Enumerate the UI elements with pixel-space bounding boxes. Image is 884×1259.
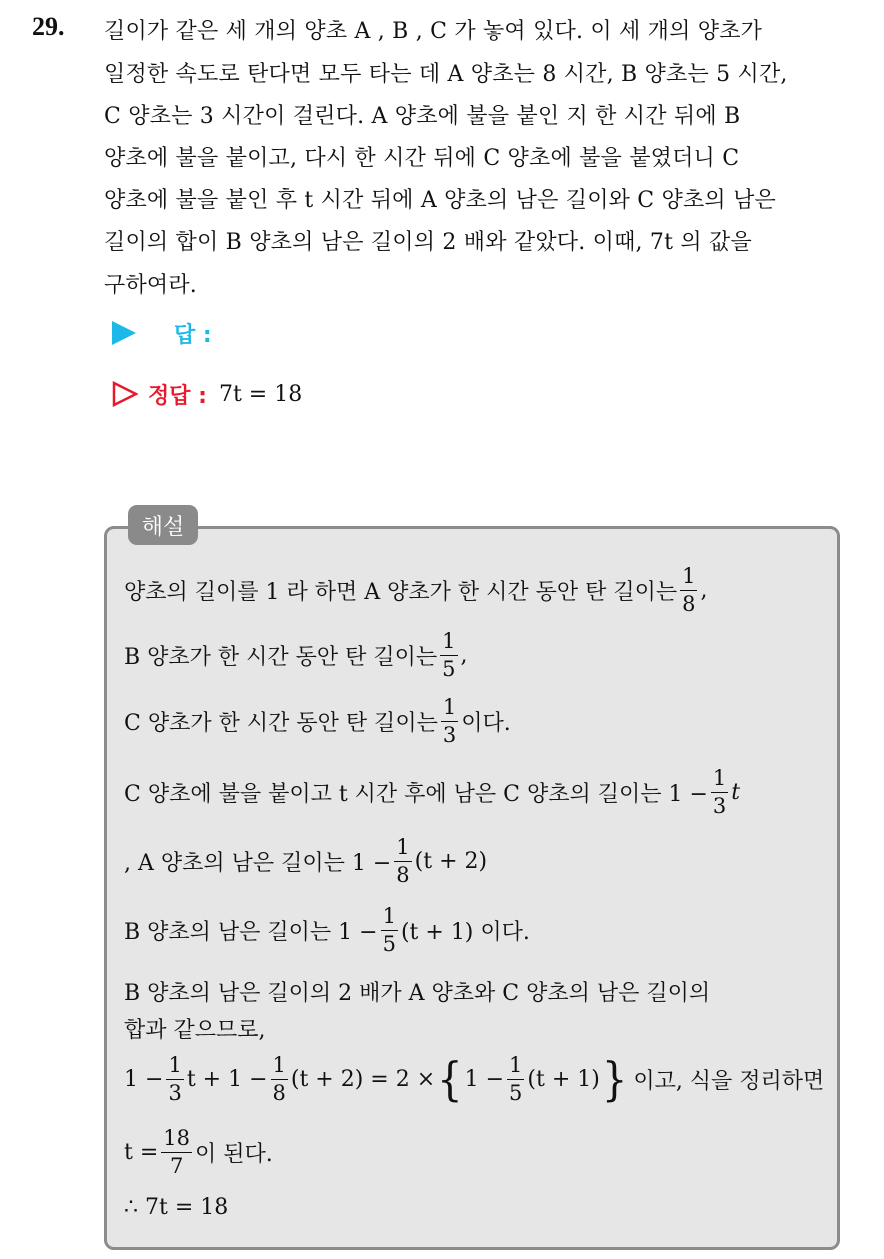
question-line: 구하여라. [104,273,198,298]
outline-arrow-icon [112,381,138,407]
question-line: 양초에 불을 붙이고, 다시 한 시간 뒤에 C 양초에 불을 붙였더니 C [104,146,740,171]
question-line: 일정한 속도로 탄다면 모두 타는 데 A 양초는 8 시간, B 양초는 5 시간, [104,62,788,87]
solution-conclusion: ∴ 7t = 18 [124,1195,229,1220]
solution-line: B 양초가 한 시간 동안 탄 길이는 $\frac{1}{5}$ , [124,629,468,681]
solution-line: 양초의 길이를 1 라 하면 A 양초가 한 시간 동안 탄 길이는 $\frac{1}{8}$ , [124,564,708,616]
question-line: 길이의 합이 B 양초의 남은 길이의 2 배와 같았다. 이때, 7t 의 값을 [104,230,752,255]
solution-line: B 양초의 남은 길이는 1 − $\frac{1}{5}$ (t + 1) 이다. [124,904,530,956]
solution-line: 합과 같으므로, [124,1018,266,1043]
correct-answer-row [112,374,302,414]
solution-equation: 1 − $\frac{1}{3}$ t + 1 − $\frac{1}{8}$ (t + 2) = 2 × { 1 − $\frac{1}{5}$ (t + 1) } 이고, 식을 정리하면 [124,1053,825,1106]
solution-line: B 양초의 남은 길이의 2 배가 A 양초와 C 양초의 남은 길이의 [124,981,711,1006]
question-line: C 양초는 3 시간이 걸린다. A 양초에 불을 붙인 지 한 시간 뒤에 B [104,104,741,129]
question-line: 길이가 같은 세 개의 양초 A , B , C 가 놓여 있다. 이 세 개의 양초가 [104,19,763,44]
solution-tab: 해설 [128,505,198,545]
question-line: 양초에 불을 붙인 후 t 시간 뒤에 A 양초의 남은 길이와 C 양초의 남은 [104,188,776,213]
solution-line: t = $\frac{18}{7}$ 이 된다. [124,1126,273,1178]
correct-answer-label: 정답 : [148,383,207,409]
play-arrow-icon [112,321,136,345]
correct-answer-value: 7t = 18 [218,381,303,407]
solution-line: , A 양초의 남은 길이는 1 − $\frac{1}{8}$ (t + 2) [124,835,488,887]
solution-line: C 양초에 불을 붙이고 t 시간 후에 남은 C 양초의 길이는 1 − $\frac{1}{3}$ t [124,766,741,818]
answer-row [112,313,212,353]
answer-label: 답 : [174,322,212,348]
question-number: 29. [32,12,65,41]
solution-line: C 양초가 한 시간 동안 탄 길이는 $\frac{1}{3}$ 이다. [124,695,511,747]
